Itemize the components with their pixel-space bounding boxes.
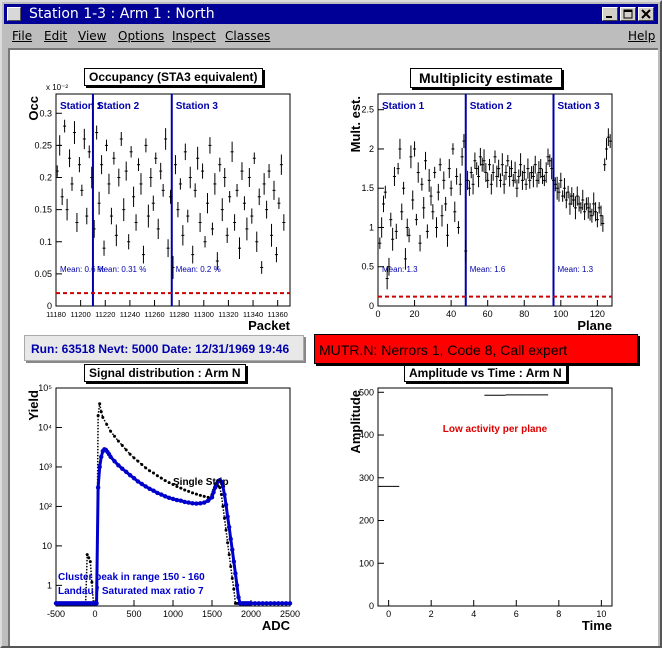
signal-segment: [232, 578, 234, 589]
amplitude-xtick-label: 0: [386, 609, 392, 619]
signal-segment: [226, 530, 228, 543]
error-status-box: MUTR.N: Nerrors 1, Code 8, Call expert: [314, 334, 638, 364]
multiplicity-xtick-label: 20: [409, 309, 420, 319]
occupancy-station-label: Station 2: [96, 101, 140, 112]
amplitude-xlabel: Time: [581, 618, 612, 633]
occupancy-xtick-label: 11360: [267, 310, 288, 319]
amplitude-ytick-label: 200: [358, 515, 374, 526]
maximize-icon[interactable]: [620, 7, 636, 21]
amplitude-xtick-label: 8: [556, 609, 562, 619]
occupancy-title: Occupancy (STA3 equivalent): [84, 68, 263, 86]
menu-options[interactable]: Options: [118, 29, 165, 43]
amplitude-ytick-label: 100: [358, 558, 374, 569]
amplitude-ytick-label: 400: [358, 430, 374, 441]
multiplicity-mean-label: Mean: 1.6: [469, 265, 506, 274]
signal-ytick-label: 10⁵: [38, 383, 52, 393]
signal-xtick-label: 1000: [162, 609, 184, 619]
occupancy-xtick-label: 11320: [218, 310, 239, 319]
signal-segment: [231, 567, 233, 579]
occupancy-station-label: Station 1: [60, 101, 103, 112]
amplitude-ylabel: Amplitude: [348, 390, 363, 454]
occupancy-exponent: x 10⁻²: [46, 83, 69, 92]
signal-xtick-label: -500: [46, 609, 66, 619]
occupancy-xtick-label: 11240: [119, 310, 141, 319]
run-info-box: Run: 63518 Nevt: 5000 Date: 12/31/1969 19:46: [24, 335, 304, 361]
signal-single-strip-label: Single Strip: [173, 476, 229, 488]
signal-title: Signal distribution : Arm N: [84, 364, 246, 382]
occupancy-mean-label: Mean: 0.6 %: [60, 265, 105, 274]
multiplicity-ytick-label: 1.5: [361, 183, 374, 194]
signal-xtick-label: 1500: [201, 609, 223, 619]
multiplicity-ylabel: Mult. est.: [348, 96, 363, 153]
occupancy-xlabel: Packet: [248, 318, 290, 333]
occupancy-xtick-label: 11300: [193, 310, 214, 319]
amplitude-ytick-label: 500: [358, 387, 374, 398]
multiplicity-xtick-label: 100: [553, 309, 569, 319]
signal-xtick-label: 2000: [240, 609, 262, 619]
signal-ytick-label: 10: [41, 540, 52, 551]
menu-edit[interactable]: Edit: [44, 29, 68, 43]
signal-segment: [228, 543, 230, 555]
amplitude-ytick-label: 0: [368, 601, 374, 611]
multiplicity-ytick-label: 0: [368, 301, 374, 311]
occupancy-ytick-label: 0.05: [34, 268, 52, 279]
minimize-icon[interactable]: [602, 7, 618, 21]
occupancy-ytick-label: 0.3: [39, 108, 52, 119]
amplitude-xtick-label: 10: [596, 609, 607, 619]
multiplicity-xtick-label: 40: [446, 309, 457, 319]
multiplicity-station-label: Station 2: [469, 101, 512, 112]
menu-bar: [4, 26, 658, 48]
plot-canvas[interactable]: [8, 48, 658, 646]
signal-segment: [221, 495, 223, 507]
signal-ytick-label: 10²: [38, 501, 52, 512]
multiplicity-ytick-label: 2.5: [361, 104, 374, 115]
multiplicity-ytick-label: 2: [368, 143, 374, 154]
root-window-icon[interactable]: [7, 7, 21, 21]
occupancy-ytick-label: 0.15: [34, 204, 52, 215]
menu-classes[interactable]: Classes: [225, 29, 271, 43]
occupancy-ytick-label: 0.2: [39, 172, 52, 183]
multiplicity-ytick-label: 1: [368, 222, 374, 233]
amplitude-xtick-label: 6: [513, 609, 519, 619]
menu-view[interactable]: View: [78, 29, 107, 43]
menu-help[interactable]: Help: [628, 29, 656, 43]
occupancy-xtick-label: 11260: [144, 310, 165, 319]
occupancy-ytick-label: 0.1: [39, 236, 52, 247]
signal-segment: [234, 589, 236, 603]
signal-xtick-label: 2500: [279, 609, 301, 619]
multiplicity-ytick-label: 0.5: [361, 261, 374, 272]
amplitude-ytick-label: 300: [358, 472, 374, 483]
multiplicity-xtick-label: 80: [519, 309, 530, 319]
title-bar[interactable]: [4, 4, 658, 24]
multiplicity-xlabel: Plane: [577, 318, 612, 333]
occupancy-xtick-label: 11340: [242, 310, 264, 319]
signal-ytick-label: 10³: [38, 461, 52, 472]
signal-segment: [98, 467, 100, 488]
multiplicity-xtick-label: 0: [375, 309, 381, 319]
occupancy-xtick-label: 11220: [95, 310, 116, 319]
multiplicity-xtick-label: 60: [482, 309, 493, 319]
signal-ytick-label: 10⁴: [38, 422, 52, 433]
menu-inspect[interactable]: Inspect: [172, 29, 216, 43]
occupancy-mean-label: Mean: 0.2 %: [175, 265, 221, 274]
signal-segment: [223, 506, 225, 518]
multiplicity-mean-label: Mean: 1.3: [557, 265, 594, 274]
signal-segment: [98, 404, 100, 416]
multiplicity-station-label: Station 1: [382, 101, 425, 112]
signal-ytick-label: 1: [46, 580, 52, 591]
signal-xtick-label: 0: [92, 609, 98, 619]
signal-xtick-label: 500: [126, 609, 142, 619]
close-icon[interactable]: [638, 7, 654, 21]
multiplicity-mean-label: Mean: 1.3: [382, 265, 418, 274]
occupancy-ytick-label: 0: [46, 301, 52, 311]
window-title: Station 1-3 : Arm 1 : North: [29, 6, 215, 22]
signal-segment: [224, 518, 226, 530]
amplitude-xtick-label: 4: [471, 609, 477, 619]
occupancy-station-label: Station 3: [175, 101, 219, 112]
amplitude-frame: [378, 388, 612, 606]
signal-point: [288, 601, 292, 605]
signal-ylabel: Yield: [26, 390, 41, 421]
signal-cluster-label: Cluster peak in range 150 - 160: [58, 572, 205, 583]
multiplicity-title: Multiplicity estimate: [410, 68, 562, 88]
signal-ratio-label: Landau / Saturated max ratio 7: [58, 586, 204, 597]
occupancy-xtick-label: 11200: [70, 310, 91, 319]
occupancy-xtick-label: 11180: [46, 310, 66, 319]
amplitude-annotation: Low activity per plane: [442, 424, 548, 435]
occupancy-xtick-label: 11280: [169, 310, 190, 319]
multiplicity-xtick-label: 120: [589, 309, 605, 319]
menu-file[interactable]: File: [12, 29, 33, 43]
occupancy-mean-label: Mean: 0.31 %: [96, 265, 147, 274]
occupancy-ylabel: Occ: [26, 96, 41, 121]
multiplicity-station-label: Station 3: [557, 101, 600, 112]
amplitude-title: Amplitude vs Time : Arm N: [404, 364, 567, 382]
signal-segment: [229, 555, 231, 567]
occupancy-ytick-label: 0.25: [34, 140, 52, 151]
amplitude-xtick-label: 2: [428, 609, 434, 619]
signal-xlabel: ADC: [261, 618, 290, 633]
